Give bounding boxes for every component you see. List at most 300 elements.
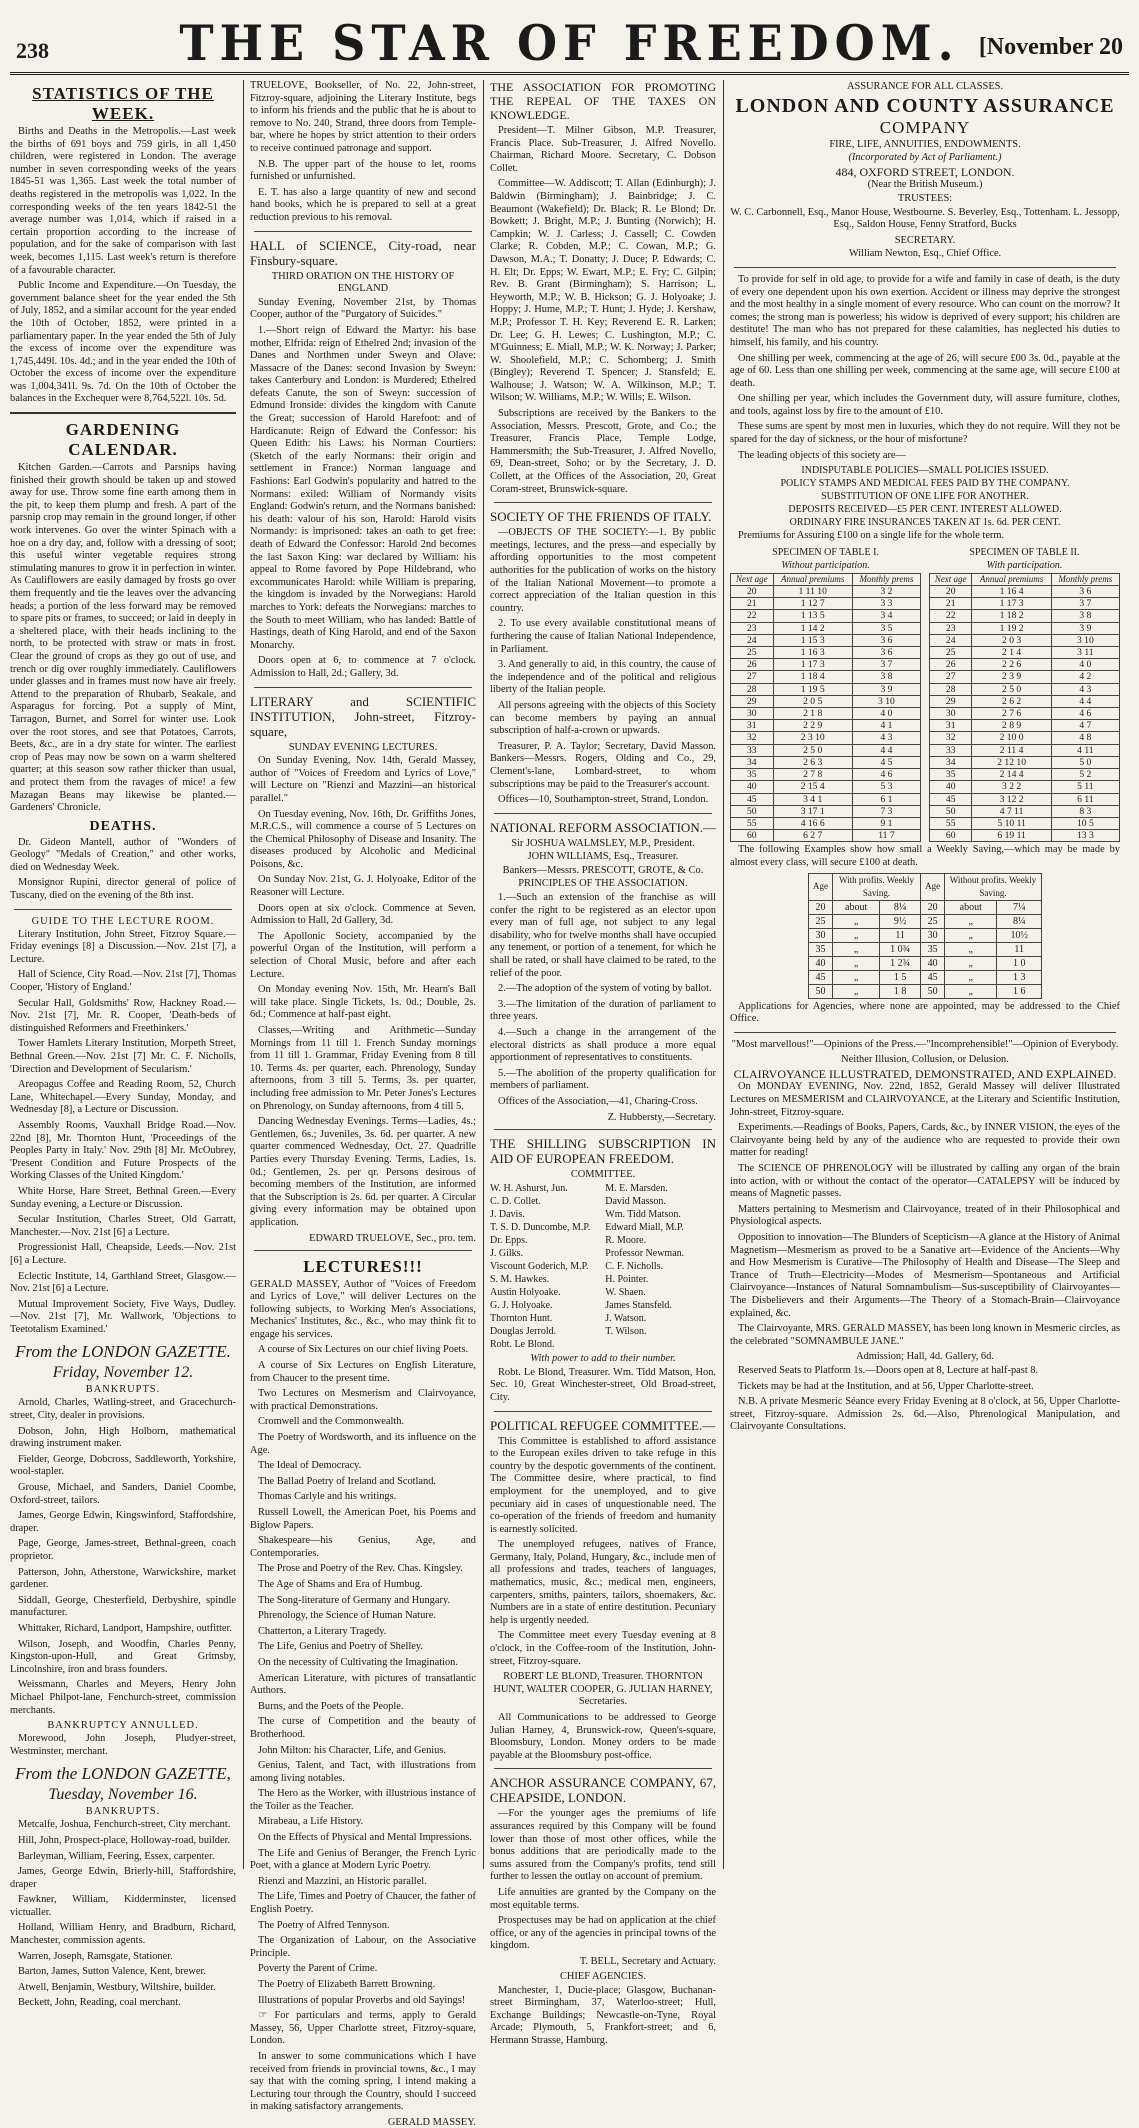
table-row xyxy=(929,830,1119,842)
table-cell: 60 xyxy=(731,830,774,842)
hall-paragraph: Doors open at 6, to commence at 7 o'clock. Admission to Hall, 2d.; Gallery, 3d. xyxy=(250,655,476,679)
lecture-topic: Rienzi and Mazzini, an Historic parallel. xyxy=(258,1875,427,1887)
truelove-books: E. T. has also a large quantity of new and second hand books, which he is prepared to sell at a great reduction previous to his removal. xyxy=(250,186,476,223)
table-cell: 35 xyxy=(731,769,774,781)
committee-member: H. Pointer. xyxy=(605,1274,649,1286)
table-cell: 7¼ xyxy=(997,900,1042,914)
death-notice: Dr. Gideon Mantell, author of "Wonders of Geology" "Medals of Creation," and other works, died on Wednesday Week. xyxy=(10,836,236,873)
table-cell: 32 xyxy=(929,732,972,744)
table-cell: 11 7 xyxy=(852,830,920,842)
table-cell: 3 6 xyxy=(852,634,920,646)
refugee-paragraph: This Committee is established to afford assistance to the European exiles driven to take refuge in this country by the despotic governments of the continent. The Committee desire, where practical, to find employment for the unemployed, and to give pecuniary aid in cases of unquestionable need. The co-operation of the friends of freedom and humanity is earnestly solicited. xyxy=(490,1435,716,1535)
committee-member: Viscount Goderich, M.P. xyxy=(490,1261,589,1273)
deaths-heading: DEATHS. xyxy=(89,818,157,834)
table-cell: 40 xyxy=(921,956,945,970)
table-cell: 4 7 11 xyxy=(972,805,1051,817)
table-cell: 2 0 3 xyxy=(972,634,1051,646)
newspaper-title: THE STAR OF FREEDOM. xyxy=(179,14,960,72)
committee-members xyxy=(490,1182,716,1352)
table-row xyxy=(929,732,1119,744)
bankrupt-entry: Weissmann, Charles and Meyers, Henry John Michael Philpot-lane, Fenchurch-street, commission merchants. xyxy=(10,1679,236,1716)
institution-paragraph: Classes,—Writing and Arithmetic—Sunday Mornings from 11 till 1. French Sunday mornings from 11 till 1. Grammar, Friday Evening from 8 till 10. Terms 4s. per quarter, each. Phrenology, Sunday afternoons, from 3 till 5. Terms, 3s. per quarter, including free admission to Mr. Peter Jones's Lectures on Phrenology, on Sunday afternoons, from 4 till 5. xyxy=(250,1025,476,1112)
table-cell: 1 18 2 xyxy=(972,610,1051,622)
shilling-subscription-heading: THE SHILLING SUBSCRIPTION IN AID OF EUROPEAN FREEDOM. xyxy=(490,1135,716,1166)
table-cell: 4 3 xyxy=(1051,683,1119,695)
table-cell: 4 8 xyxy=(1051,732,1119,744)
anchor-paragraph: Prospectuses may be had on application at the chief office, or any of the agencies in principal towns of the kingdom. xyxy=(490,1915,716,1952)
table-row xyxy=(731,598,921,610)
specimen-table-title: SPECIMEN OF TABLE I. xyxy=(772,546,879,558)
reform-treasurer: JOHN WILLIAMS, Esq., Treasurer. xyxy=(527,851,679,863)
table-cell: 55 xyxy=(731,817,774,829)
lecture-topic: Cromwell and the Commonwealth. xyxy=(258,1416,405,1428)
table-cell: 1 5 xyxy=(880,970,921,984)
table-cell: 1 8 xyxy=(880,984,921,998)
lecture-topic: The Poetry of Elizabeth Barrett Browning. xyxy=(258,1979,436,1990)
lecture-topic: Burns, and the Poets of the People. xyxy=(258,1700,404,1712)
table-cell: 30 xyxy=(731,708,774,720)
lecture-topic: Mirabeau, a Life History. xyxy=(258,1816,364,1828)
provide-paragraph: To provide for self in old age, to provide for a wife and family in case of death, is the duty of every one dependent upon his own exertion. Accident or illness may deprive the strongest and the most healthy in a single moment of every resource. Who can count on the morrow? It comes; the strong man is powerless; his widow is deprived of every support; his children are destitute! The man who has not prepared for these calamities, has neglected his duties to himself, his family, and his country. xyxy=(730,273,1120,348)
lectures-heading: LECTURES!!! xyxy=(303,1256,423,1276)
association-officers: President—T. Milner Gibson, M.P. Treasurer, Francis Place. Sub-Treasurer, J. Alfred Novello. Chairman, Richard Moore. Secretary, C. Dobson Collet. xyxy=(490,125,716,174)
section-rule xyxy=(494,813,712,814)
table-cell: 2 7 8 xyxy=(773,769,852,781)
italy-paragraph: Offices—10, Southampton-street, Strand, London. xyxy=(498,794,709,806)
lecture-topic: On the necessity of Cultivating the Imagination. xyxy=(258,1656,458,1668)
bankrupt-entry: Fielder, George, Dobcross, Saddleworth, Yorkshire, wool-stapler. xyxy=(10,1453,236,1478)
reform-association-heading: NATIONAL REFORM ASSOCIATION.— xyxy=(490,819,716,835)
table-cell: 4 6 xyxy=(1051,708,1119,720)
table-cell: 1 19 5 xyxy=(773,683,852,695)
table-cell: 60 xyxy=(929,830,972,842)
table-cell: 28 xyxy=(731,683,774,695)
italy-paragraph: All persons agreeing with the objects of this Society can become members by paying an annual subscription of half-a-crown or upwards. xyxy=(490,699,716,737)
table-cell: 8¼ xyxy=(997,914,1042,928)
table-cell: „ xyxy=(945,984,997,998)
table-row xyxy=(929,634,1119,646)
table-row xyxy=(731,647,921,659)
table-header-cell: Monthly prems xyxy=(1051,573,1119,585)
hall-oration-title: THIRD ORATION ON THE HISTORY OF ENGLAND xyxy=(271,270,455,295)
anchor-assurance-heading: ANCHOR ASSURANCE COMPANY, 67, CHEAPSIDE, LONDON. xyxy=(490,1775,716,1806)
table-cell: 25 xyxy=(809,914,833,928)
neither-line: Neither Illusion, Collusion, or Delusion. xyxy=(841,1054,1009,1066)
section-rule xyxy=(494,1129,712,1130)
table-cell: 34 xyxy=(731,756,774,768)
committee-member: C. F. Nicholls. xyxy=(605,1261,664,1273)
committee-member: R. Moore. xyxy=(605,1235,647,1247)
table-row xyxy=(731,610,921,622)
table-cell: 4 1 xyxy=(852,720,920,732)
institution-paragraph: Dancing Wednesday Evenings. Terms—Ladies, 4s.; Gentlemen, 6s.; Juveniles, 3s. 6d. per quarter. A new quarter commenced Wednesday, Oct. 27. Quadrille Parties every Thursday Evening. Terms, Ladies, 1s. 0d.; Gentlemen, 2s. per qr. Persons desirous of becoming members of the Institution, are informed that the Subscription is 2s. 6d. per quarter. A Circular giving every information may be obtained upon application. xyxy=(250,1116,476,1228)
lecture-topic: The Poetry of Wordsworth, and its influence on the Age. xyxy=(250,1432,476,1456)
clairvoyance-paragraph: Tickets may be had at the Institution, and at 56, Upper Charlotte-street. xyxy=(738,1380,1034,1392)
lecture-topic: The Age of Shams and Era of Humbug. xyxy=(258,1578,423,1590)
table-cell: „ xyxy=(945,914,997,928)
weekly-saving-table xyxy=(808,873,1042,999)
italy-paragraph: 3. And generally to aid, in this country, the cause of the independence and of the political and religious liberty of the Italian people. xyxy=(490,659,716,696)
clairvoyance-paragraph: The SCIENCE OF PHRENOLOGY will be illustrated by calling any organ of the brain into action, with or without the contact of the operator—CATALEPSY will be induced by means of Magnetic passes. xyxy=(730,1163,1120,1200)
committee-member: W. Shaen. xyxy=(605,1287,646,1299)
table-cell: 4 7 xyxy=(1051,720,1119,732)
table-cell: 2 11 4 xyxy=(972,744,1051,756)
masthead xyxy=(10,10,1129,75)
committee-member: Robt. Le Blond. xyxy=(490,1339,555,1351)
committee-member: Thornton Hunt. xyxy=(490,1313,553,1325)
agencies-paragraph: Manchester, 1, Ducie-place; Glasgow, Buchanan-street Birmingham, 37, Waterloo-street; Hull, Exchange Buildings; Newcastle-on-Tyne, Royal Arcade; Plymouth, 5, Frankfort-street; and 6, Hermann Strasse, Hamburg. xyxy=(490,1984,716,2046)
committee-member: C. D. Collet. xyxy=(490,1196,541,1208)
institution-paragraph: Doors open at six o'clock. Commence at Seven. Admission to Hall, 2d Gallery, 3d. xyxy=(250,902,476,927)
table-cell: 40 xyxy=(929,781,972,793)
table-body xyxy=(809,900,1042,998)
table-row xyxy=(929,817,1119,829)
institution-paragraph: The Apollonic Society, accompanied by the powerful Organ of the Institution, will perform a selection of Choral Music, before and after each Lecture. xyxy=(250,930,476,980)
table-row xyxy=(731,695,921,707)
reform-president: Sir JOSHUA WALMSLEY, M.P., President. xyxy=(511,837,695,849)
table-row xyxy=(929,756,1119,768)
table-cell: 5 0 xyxy=(1051,756,1119,768)
lecture-topic: The Song-literature of Germany and Hungary. xyxy=(258,1594,451,1606)
committee-member: J. Davis. xyxy=(490,1209,525,1221)
committee-column xyxy=(490,1182,601,1352)
committee-member: G. J. Holyoake. xyxy=(490,1300,553,1312)
table-row xyxy=(731,793,921,805)
table-row xyxy=(731,830,921,842)
bankrupt-entry: Wilson, Joseph, and Woodfin, Charles Penny, Kingston-upon-Hull, and Great Grimsby, Lincolnshire, iron and brass founders. xyxy=(10,1638,236,1675)
lecture-guide-item: Eclectic Institute, 14, Garthland Street, Glasgow.—Nov. 21st [6] a Lecture. xyxy=(10,1270,236,1295)
clairvoyance-paragraph: Opposition to innovation—The Blunders of Scepticism—A glance at the History of Animal Magnetism—Mesmerism as proved to be a Sanative art—Evidence of the Ancients—Why and How Mesmerism is Curative—The Philosophy of Health and Disease—The Sleep and Trance of Truth—Electricity—Modes of Mesmerism—Spontaneous and Artificial Clairvoyance—Instances of Natural Somnambulism—Sus-susceptibility of Clairvoyantes—The Disbelievers and their Arguments—The Theory of a Stomach-Brain—Clairvoyance explained, &c. xyxy=(730,1232,1120,1319)
table-row xyxy=(929,683,1119,695)
committee-member: T. Wilson. xyxy=(605,1326,647,1338)
table-cell: 34 xyxy=(929,756,972,768)
table-cell: 3 10 xyxy=(1051,634,1119,646)
table-row xyxy=(809,942,1042,956)
massey-signature: GERALD MASSEY. xyxy=(387,2116,476,2128)
lecture-topic: A course of Six Lectures on our chief living Poets. xyxy=(258,1344,469,1356)
table-cell: 4 2 xyxy=(1051,671,1119,683)
lecture-guide-list xyxy=(10,929,236,1337)
table-cell: 25 xyxy=(921,914,945,928)
table-cell: 21 xyxy=(929,598,972,610)
table-cell: 50 xyxy=(929,805,972,817)
hall-paragraph: Sunday Evening, November 21st, by Thomas Cooper, author of the "Purgatory of Suicides." xyxy=(250,296,476,321)
table-cell: 3 9 xyxy=(852,683,920,695)
table-cell: 1 15 3 xyxy=(773,634,852,646)
sunday-lectures-title: SUNDAY EVENING LECTURES. xyxy=(288,741,438,753)
table-cell: 20 xyxy=(929,586,972,598)
committee-member: Wm. Tidd Matson. xyxy=(605,1209,681,1221)
table-cell: 3 7 xyxy=(852,659,920,671)
lecture-guide-item: Literary Institution, John Street, Fitzroy Square.—Friday evenings [8] a Discussion.—Nov. 21st [7], a Lecture. xyxy=(10,928,236,965)
lecture-guide-item: Hall of Science, City Road.—Nov. 21st [7], Thomas Cooper, 'History of England.' xyxy=(10,969,236,994)
table-header-cell: Next age xyxy=(731,573,774,585)
lecture-guide-heading: GUIDE TO THE LECTURE ROOM. xyxy=(31,915,215,927)
lecture-topic: American Literature, with pictures of transatlantic Authors. xyxy=(250,1672,476,1697)
table-header-cell: With profits. Weekly Saving. xyxy=(833,873,921,900)
marvellous-quote: "Most marvellous!"—Opinions of the Press.—"Incomprehensible!"—Opinion of Everybody. xyxy=(731,1038,1119,1050)
premiums-paragraph: Premiums for Assuring £100 on a single life for the whole term. xyxy=(738,530,1005,542)
committee-member: Dr. Epps. xyxy=(490,1235,528,1247)
agencies-heading: CHIEF AGENCIES. xyxy=(559,1970,647,1982)
company-name: LONDON AND COUNTY ASSURANCE xyxy=(735,94,1115,117)
table-row xyxy=(809,984,1042,998)
table-cell: 2 15 4 xyxy=(773,781,852,793)
institution-paragraph: On Sunday Nov. 21st, G. J. Holyoake, Editor of the Reasoner will Lecture. xyxy=(250,874,476,899)
table-cell: 3 8 xyxy=(1051,610,1119,622)
assurance-tagline: ASSURANCE FOR ALL CLASSES. xyxy=(846,81,1004,92)
table-cell: 3 7 xyxy=(1051,598,1119,610)
section-rule xyxy=(254,231,472,232)
column-3 xyxy=(490,80,716,2046)
table-row xyxy=(731,769,921,781)
table-cell: 2 7 6 xyxy=(972,708,1051,720)
table-row xyxy=(929,610,1119,622)
lecture-topic: The Ballad Poetry of Ireland and Scotland. xyxy=(258,1475,437,1487)
bankrupt-entry: Warren, Joseph, Ramsgate, Stationer. xyxy=(18,1950,173,1962)
table-cell: 20 xyxy=(921,900,945,914)
association-subscriptions: Subscriptions are received by the Bankers to the Association, Messrs. Prescott, Grote, and Co.; the Treasurer, Francis Place, Temple Lodge, Hammersmith; the Sub-Treasurer, J. Alfred Novello, 69, Dean-street, Soho; or by the Secretary, J. D. Collett, at the Offices of the Association, 20, Great Coram-street, Brunswick-square. xyxy=(490,408,716,495)
section-rule xyxy=(734,1032,1116,1033)
table-row xyxy=(731,708,921,720)
specimen-table-title: SPECIMEN OF TABLE II. xyxy=(969,546,1080,558)
table-cell: 30 xyxy=(809,928,833,942)
reform-bankers: Bankers—Messrs. PRESCOTT, GROTE, & Co. xyxy=(502,864,704,876)
table-body xyxy=(929,586,1119,842)
table-cell: 45 xyxy=(929,793,972,805)
weekly-intro: The following Examples show how small a Weekly Saving,—which may be made by almost every class, will secure £100 at death. xyxy=(730,844,1120,868)
hall-of-science-heading: HALL of SCIENCE, City-road, near Finsbury-square. xyxy=(250,237,476,268)
table-cell: 3 2 xyxy=(852,586,920,598)
committee-member: J. Gilks. xyxy=(490,1248,524,1260)
table-header-row xyxy=(809,873,1042,900)
table-row xyxy=(929,598,1119,610)
bankrupts-list xyxy=(10,1819,236,2010)
table-header-row xyxy=(731,573,921,585)
table-row xyxy=(929,720,1119,732)
table-cell: 33 xyxy=(731,744,774,756)
bankrupt-entry: Metcalfe, Joshua, Fenchurch-street, City merchant. xyxy=(18,1819,231,1831)
gazette-date: Tuesday, November 16. xyxy=(48,1786,198,1804)
committee-signature: Robt. Le Blond, Treasurer. Wm. Tidd Matson, Hon. Sec. 10, Great Winchester-street, Old Broad-street, City. xyxy=(490,1366,716,1403)
lecture-topic: Shakespeare—his Genius, Age, and Contemporaries. xyxy=(250,1535,476,1559)
table-row xyxy=(809,970,1042,984)
institution-paragraph: On Sunday Evening, Nov. 14th, Gerald Massey, author of "Voices of Freedom and Lyrics of Love," will Lecture on "Rienzi and Mazzini—an historical parallel." xyxy=(250,755,476,804)
section-rule xyxy=(254,1250,472,1251)
lecture-topic: The Hero as the Worker, with illustrious instance of the Toiler as the Teacher. xyxy=(250,1788,476,1812)
table-row xyxy=(929,659,1119,671)
table-cell: 1 16 3 xyxy=(773,647,852,659)
lecture-topic: The Ideal of Democracy. xyxy=(258,1460,362,1472)
table-cell: 2 0 5 xyxy=(773,695,852,707)
table-cell: 7 3 xyxy=(852,805,920,817)
table-cell: 31 xyxy=(929,720,972,732)
society-object: SUBSTITUTION OF ONE LIFE FOR ANOTHER. xyxy=(821,491,1029,503)
table-row xyxy=(809,928,1042,942)
society-object: INDISPUTABLE POLICIES—SMALL POLICIES ISSUED. xyxy=(801,465,1049,477)
trustees-list: W. C. Carbonnell, Esq., Manor House, Westbourne. S. Beverley, Esq., Tottenham. L. Jessopp, Esq., Saldon House, Fenny Stratford, Bucks xyxy=(730,206,1120,231)
columns xyxy=(10,80,1129,2128)
lecture-guide-item: Assembly Rooms, Vauxhall Bridge Road.—Nov. 22nd [8], Mr. Thornton Hunt, 'Proceedings of the Peoples Party in Italy.' Nov. 29th [8] Mr. McOubrey, 'Present Condition and Future Prospects of the Working Classes of the United Kingdom.' xyxy=(10,1119,236,1182)
bankrupt-entry: Siddall, George, Chesterfield, Derbyshire, spindle manufacturer. xyxy=(10,1594,236,1619)
table-cell: 2 3 10 xyxy=(773,732,852,744)
specimen-table-1 xyxy=(730,546,921,842)
table-cell: 25 xyxy=(929,647,972,659)
table-cell: 45 xyxy=(809,970,833,984)
refugee-officers: ROBERT LE BLOND, Treasurer. THORNTON HUNT, WALTER COOPER, G. JULIAN HARNEY, Secretaries. xyxy=(493,1671,713,1708)
table-row xyxy=(731,817,921,829)
lecture-guide-item: White Horse, Hare Street, Bethnal Green.—Every Sunday evening, a Lecture or Discussion. xyxy=(10,1185,236,1210)
principle-item: 5.—The abolition of the property qualification for members of parliament. xyxy=(490,1067,716,1092)
italy-paragraph: 2. To use every available constitutional means of furthering the cause of Italian National Independence, in Parliament. xyxy=(490,618,716,655)
table-row xyxy=(929,695,1119,707)
clairvoyance-paragraph: Experiments.—Readings of Books, Papers, Cards, &c., by INNER VISION, the eyes of the Clairvoyante being held by any of the audience who are requested to provide their own matter for reading! xyxy=(730,1122,1120,1159)
committee-member: M. E. Marsden. xyxy=(605,1183,668,1195)
lecture-topic: The Organization of Labour, on the Associative Principle. xyxy=(250,1935,476,1959)
table-cell: 2 6 3 xyxy=(773,756,852,768)
table-cell: „ xyxy=(945,956,997,970)
bankrupt-entry: Arnold, Charles, Watling-street, and Gracechurch-street, City, dealer in provisions. xyxy=(10,1397,236,1422)
table-cell: „ xyxy=(945,970,997,984)
bankrupt-entry: Barton, James, Sutton Valence, Kent, brewer. xyxy=(18,1966,206,1978)
table-cell: „ xyxy=(833,942,880,956)
bankrupts-heading: BANKRUPTS. xyxy=(85,1384,161,1396)
column-1 xyxy=(10,80,236,2009)
bankrupt-entry: Grouse, Michael, and Sanders, Daniel Coombe, Oxford-street, tailors. xyxy=(10,1482,236,1506)
reform-signature: Z. Hubbersty,—Secretary. xyxy=(607,1111,716,1123)
table-cell: 6 19 11 xyxy=(972,830,1051,842)
specimen-table-2 xyxy=(929,546,1120,842)
public-income-paragraph: Public Income and Expenditure.—On Tuesday, the government balance sheet for the year ended the 5th of July, 1852, and a similar account for the year ended the 10th of October, 1852, were printed in a parliamentary paper. In the year ended the 5th of July the excess of income over the expenditure was 1,745,449l. 10s. 4d.; and in the year ended the 10th of October the excess of income over the expenditure was 1,004,341l. 9s. 7d. On the 10th of October the balances in the Exchequer were 8,764,522l. 10s. 5d. xyxy=(10,280,236,405)
bankrupt-entry: Holland, William Henry, and Bradburn, Richard, Manchester, commission agents. xyxy=(10,1922,236,1947)
lecture-topic: Chatterton, a Literary Tragedy. xyxy=(258,1625,387,1637)
table-cell: 11 xyxy=(997,942,1042,956)
table-cell: 33 xyxy=(929,744,972,756)
table-cell: 27 xyxy=(929,671,972,683)
table-row xyxy=(731,756,921,768)
table-cell: 20 xyxy=(731,586,774,598)
principle-item: 4.—Such a change in the arrangement of the electoral districts as shall produce a more equal apportionment of representatives to constituents. xyxy=(490,1027,716,1064)
issue-date: [November 20 xyxy=(978,34,1123,60)
table-cell: 50 xyxy=(921,984,945,998)
principles-heading: PRINCIPLES OF THE ASSOCIATION. xyxy=(518,878,688,890)
secretary-heading: SECRETARY. xyxy=(894,234,956,246)
refugee-paragraph: All Communications to be addressed to George Julian Harney, 4, Brunswick-row, Queen's-square, Bloomsbury, London. Money orders to be made payable at the Bloomsbury post-office. xyxy=(490,1712,716,1761)
table-cell: 1 16 4 xyxy=(972,586,1051,598)
company-incorporation: (Incorporated by Act of Parliament.) xyxy=(848,152,1002,164)
section-rule xyxy=(734,267,1116,268)
table-cell: 4 3 xyxy=(852,732,920,744)
table-cell: 3 5 xyxy=(852,622,920,634)
massey-lecture-list xyxy=(250,1344,476,2113)
lecture-guide-item: Secular Hall, Goldsmiths' Row, Hackney Road.—Nov. 21st [7], Mr. R. Cooper, 'Death-beds of distinguished Reformers and Freethinkers.' xyxy=(10,997,236,1034)
lecture-topic: Poverty the Parent of Crime. xyxy=(258,1963,378,1975)
company-near: (Near the British Museum.) xyxy=(867,179,983,191)
table-cell: „ xyxy=(833,914,880,928)
premium-table xyxy=(929,573,1120,842)
table-cell: 4 5 xyxy=(852,756,920,768)
table-row xyxy=(731,720,921,732)
table-cell: 2 3 9 xyxy=(972,671,1051,683)
lecture-topic: Thomas Carlyle and his writings. xyxy=(258,1491,397,1503)
table-cell: 22 xyxy=(929,610,972,622)
table-cell: 5 11 xyxy=(1051,781,1119,793)
table-cell: about xyxy=(945,900,997,914)
refugee-committee-heading: POLITICAL REFUGEE COMMITTEE.— xyxy=(490,1417,716,1433)
committee-member: David Masson. xyxy=(605,1196,666,1208)
bankrupt-entry: Barleyman, William, Feering, Essex, carpenter. xyxy=(18,1850,215,1862)
table-cell: 4 11 xyxy=(1051,744,1119,756)
lecture-topic: Genius, Talent, and Tact, with illustrations from among living notables. xyxy=(250,1760,476,1784)
table-cell: 1 6 xyxy=(997,984,1042,998)
table-cell: 9½ xyxy=(880,914,921,928)
clairvoyance-paragraph: On MONDAY EVENING, Nov. 22nd, 1852, Gerald Massey will deliver Illustrated Lectures on MESMERISM and CLAIRVOYANCE, at the Literary and Scientific Institution, John-street, Fitzroy-square. xyxy=(730,1081,1120,1118)
table-cell: 26 xyxy=(929,659,972,671)
secretary-name: William Newton, Esq., Chief Office. xyxy=(848,248,1002,260)
company-name-2: COMPANY xyxy=(879,117,971,137)
table-cell: 6 2 7 xyxy=(773,830,852,842)
table-cell: 3 3 xyxy=(852,598,920,610)
table-cell: 1 19 2 xyxy=(972,622,1051,634)
lecture-topic: John Milton: his Character, Life, and Genius. xyxy=(258,1744,447,1756)
section-rule xyxy=(494,502,712,503)
committee-power: With power to add to their number. xyxy=(530,1353,676,1365)
reform-offices: Offices of the Association,—41, Charing-Cross. xyxy=(498,1095,698,1107)
lecture-topic: The Life, Genius and Poetry of Shelley. xyxy=(258,1641,423,1653)
table-cell: 25 xyxy=(731,647,774,659)
newspaper-page xyxy=(10,10,1129,2128)
specimen-table-sub: Without participation. xyxy=(781,559,870,571)
table-cell: 31 xyxy=(731,720,774,732)
table-cell: 3 17 1 xyxy=(773,805,852,817)
table-header-cell: Monthly prems xyxy=(852,573,920,585)
births-deaths-paragraph: Births and Deaths in the Metropolis.—Last week the births of 691 boys and 759 girls, in all 1,450 children, were registered in London. The average number in seven corresponding weeks of the years 1845-51 was 1,365. Last week the total number of deaths registered in the metropolis was 1,022. In the corresponding weeks of the ten years 1842-51 the average number was 1,014, which if raised in a certain proportion according to the increase of population, and for the sake of comparison with last week, becomes 1,115. Last week's return is therefore of a favourable character. xyxy=(10,126,236,276)
table-row xyxy=(731,683,921,695)
italy-paragraph: —OBJECTS OF THE SOCIETY:—1. By public meetings, lectures, and the press—and especially by affording opportunities to the most competent authorities for the publication of works on the history of the Italian National Movement—to promote a correct appreciation of the Italian question in this country. xyxy=(490,527,716,614)
table-cell: 23 xyxy=(731,622,774,634)
table-cell: 3 8 xyxy=(852,671,920,683)
table-cell: 40 xyxy=(731,781,774,793)
table-cell: 2 8 9 xyxy=(972,720,1051,732)
column-2 xyxy=(250,80,477,2128)
company-services: FIRE, LIFE, ANNUITIES, ENDOWMENTS. xyxy=(829,138,1021,150)
principles-list xyxy=(490,892,716,1093)
table-cell: 2 1 4 xyxy=(972,647,1051,659)
table-row xyxy=(929,708,1119,720)
column-4 xyxy=(730,80,1120,1869)
table-row xyxy=(929,781,1119,793)
table-row xyxy=(929,586,1119,598)
table-cell: 11 xyxy=(880,928,921,942)
table-cell: 30 xyxy=(921,928,945,942)
table-cell: 1 2¾ xyxy=(880,956,921,970)
provide-paragraph: One shilling per year, which includes the Government duty, will assure furniture, clothes, and tools, against loss by fire to the amount of £10. xyxy=(730,393,1120,417)
trustees-heading: TRUSTEES: xyxy=(897,192,953,204)
table-cell: 2 5 0 xyxy=(972,683,1051,695)
bankrupt-entry: Dobson, John, High Holborn, mathematical drawing instrument maker. xyxy=(10,1425,236,1450)
institution-paragraph: On Monday evening Nov. 15th, Mr. Hearn's Ball will take place. Single Tickets, 1s. 0d.; Double, 2s. 6d.; Commence at half-past eight. xyxy=(250,984,476,1021)
agencies-paragraph: Applications for Agencies, where none are appointed, may be addressed to the Chief Office. xyxy=(730,1000,1120,1025)
table-cell: 2 12 10 xyxy=(972,756,1051,768)
table-cell: „ xyxy=(833,956,880,970)
table-cell: 55 xyxy=(929,817,972,829)
lecture-topic: ☞ For particulars and terms, apply to Gerald Massey, 56, Upper Charlotte street, Fitzroy-square, London. xyxy=(250,2010,476,2047)
principle-item: 1.—Such an extension of the franchise as will confer the right to be registered as an elector upon every man of full age, not subject to any legal disability, who for twelve months shall have occupied any tenement, or portion of a tenement, for which he shall be rated, or shall have claimed to be rated, to the relief of the poor. xyxy=(490,892,716,979)
column-rule xyxy=(243,80,244,1869)
table-cell: 5 10 11 xyxy=(972,817,1051,829)
society-object: ORDINARY FIRE INSURANCES TAKEN AT 1s. 6d. PER CENT. xyxy=(789,517,1061,529)
gardening-heading: GARDENING CALENDAR. xyxy=(65,420,181,460)
